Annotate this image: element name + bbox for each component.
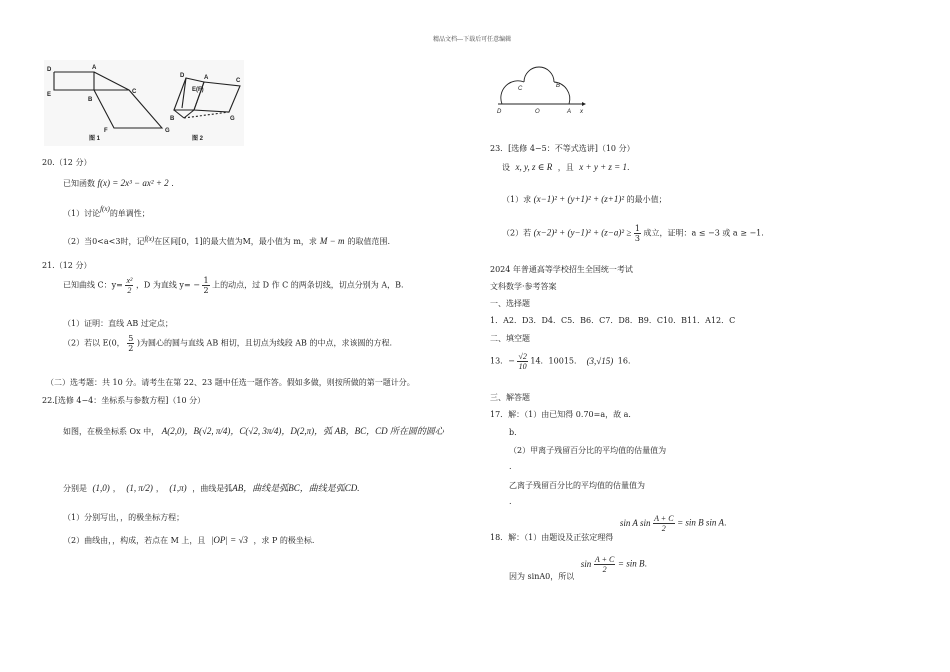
fig1-label-c: C — [132, 89, 137, 95]
fig3-label-b: B — [556, 83, 561, 89]
fig2-label-b: B — [170, 116, 175, 122]
fig2-label-a: A — [204, 75, 209, 81]
fig3-label-o: O — [535, 109, 540, 115]
fig1-label-f: F — [104, 128, 108, 134]
q22-part1: （1）分别写出，，的极坐标方程； — [63, 513, 185, 522]
fig2-label-g: G — [230, 116, 235, 122]
answer-subtitle: 文科数学·参考答案 — [490, 282, 557, 291]
q21-intro: 已知曲线 C：y= $\frac{\text{x²}}{2}$ ，D 为直线 y= − $\frac{1}{2}$ 上的动点，过 D 作 C 的两条切线，切点分别为 A，B. — [63, 276, 404, 295]
q17-line4: . — [509, 462, 512, 471]
q17-line6: . — [509, 497, 512, 506]
q20-part1: （1）讨论f(x)的单调性； — [63, 205, 150, 218]
fig3-label-d: D — [497, 109, 502, 115]
fig2-label-d: D — [180, 73, 185, 79]
fig2-caption: 图 2 — [192, 136, 204, 142]
q21-heading: 21.（12 分） — [42, 261, 92, 270]
fig3-label-x: x — [580, 109, 583, 115]
q21-part2: （2）若以 E(0， $\frac{5}{2}$ )为圆心的圆与直线 AB 相切，且切点为线段 AB 的中点，求该圆的方程. — [63, 334, 393, 353]
q22-centers: 分别是 (1,0) ， (1, π/2) ， (1,π) ，曲线是弧AB，曲线是弧BC，曲线是弧CD. — [63, 483, 360, 493]
fig1-label-g: G — [165, 128, 170, 134]
q22-intro: 如图，在极坐标系 Ox 中， A(2,0)，B(√2, π/4)，C(√2, 3π/4)，D(2,π)，弧 AB，BC，CD 所在圆的圆心 — [63, 426, 444, 436]
q18-line2: 因为 sinA0，所以 sin $\frac{A + C}{2}$ = sin B. — [509, 555, 647, 581]
section-solutions: 三、解答题 — [490, 393, 530, 402]
q22-heading: 22.[选修 4−4：坐标系与参数方程]（10 分） — [42, 396, 206, 405]
fig2-label-c: C — [236, 78, 241, 84]
q18-line1: 18．解：（1）由题设及正弦定理得 sin A sin $\frac{A + C}{2}$ = sin B sin A. — [490, 514, 727, 542]
fig1-label-e: E — [47, 92, 52, 98]
q23-part2: （2）若 (x−2)² + (y−1)² + (z−a)² ≥ $\frac{1}{3}$ 成立，证明：a ≤ −3 或 a ≥ −1. — [502, 224, 764, 243]
q17-line5: 乙离子残留百分比的平均值的估量值为 — [509, 481, 645, 490]
q21-part1: （1）证明：直线 AB 过定点； — [63, 319, 173, 328]
fig1-caption: 图 1 — [89, 136, 101, 142]
fig2-label-ef: E(F) — [192, 87, 204, 93]
q22-part2: （2）曲线由，，构成，若点在 M 上，且 |OP| = √3 ，求 P 的极坐标. — [63, 535, 315, 545]
q23-heading: 23．[选修 4−5：不等式选讲]（10 分） — [490, 144, 635, 153]
fig1-label-b: B — [88, 97, 93, 103]
fig3-label-a: A — [567, 109, 572, 115]
q20-function: f(x) = 2x³ − ax² + 2 — [97, 178, 169, 188]
section-choice: 一、选择题 — [490, 299, 530, 308]
q20-part2: （2）当0<a<3时，记f(x)在区间[0，1]的最大值为M，最小值为 m，求 M − m 的取值范围. — [63, 235, 391, 246]
page-header: 精品文档---下载后可任意编辑 — [433, 36, 512, 43]
answer-title: 2024 年普通高等学校招生全国统一考试 — [490, 265, 633, 274]
fig1-label-d: D — [47, 67, 52, 73]
fig3-label-c: C — [518, 86, 523, 92]
section-fill: 二、填空题 — [490, 334, 530, 343]
q20-heading: 20.（12 分） — [42, 158, 92, 167]
q20-intro: 已知函数 f(x) = 2x³ − ax² + 2 . — [63, 178, 174, 188]
q23-given: 设 x, y, z ∈ R ，且 x + y + z = 1. — [502, 162, 630, 172]
figure-folding-diagram — [44, 60, 244, 148]
q17-line2: b． — [509, 428, 523, 437]
figure-polar-arcs — [494, 64, 586, 118]
fig1-label-a: A — [92, 65, 97, 71]
elective-note: （二）选考题：共 10 分。请考生在第 22、23 题中任选一题作答。假如多做，则按所做的第一题计分。 — [46, 378, 415, 387]
fill-answers: 13．− $\frac{√2}{10}$ 14．10015． (3,√15) 16． — [490, 352, 636, 371]
q23-part1: （1）求 (x−1)² + (y+1)² + (z+1)² 的最小值； — [502, 194, 667, 204]
choice-answers: 1．A2．D3．D4．C5．B6．C7．D8．B9．C10．B11．A12．C — [490, 316, 736, 325]
q17-line3: （2）甲离子残留百分比的平均值的估量值为 — [509, 446, 667, 455]
q17-line1: 17．解：（1）由已知得 0.70=a，故 a． — [490, 410, 637, 419]
